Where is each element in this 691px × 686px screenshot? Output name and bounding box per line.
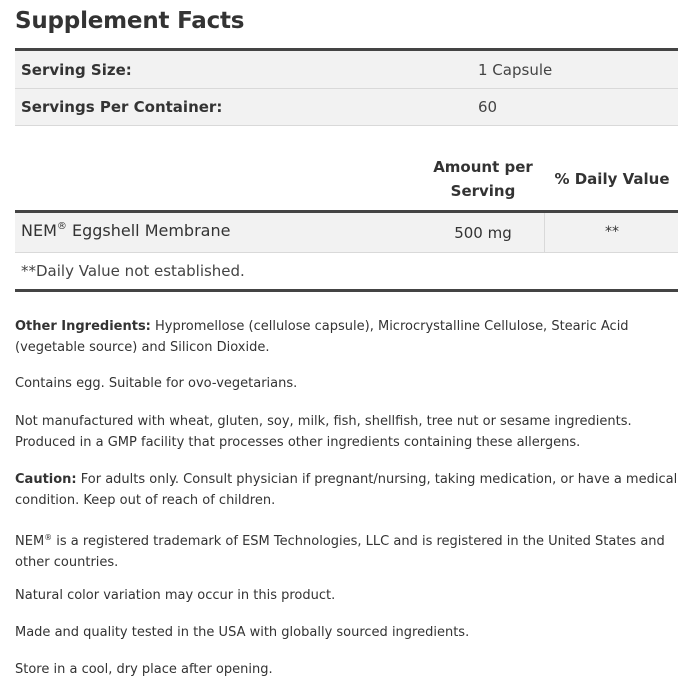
servings-per-container-label: Servings Per Container: bbox=[21, 98, 223, 116]
allergen-note: Not manufactured with wheat, gluten, soy, milk, fish, shellfish, tree nut or sesame ingredients. Produced in a GMP facility that processes other ingredients containing these allergens. bbox=[15, 414, 632, 450]
made-in-usa-note: Made and quality tested in the USA with globally sourced ingredients. bbox=[15, 625, 470, 640]
servings-per-container-value: 60 bbox=[478, 98, 498, 116]
serving-size-row bbox=[15, 51, 678, 88]
page-title: Supplement Facts bbox=[15, 8, 245, 34]
servings-per-container-row bbox=[15, 89, 678, 125]
ingredient-row bbox=[15, 213, 678, 252]
serving-bottom-divider bbox=[15, 125, 678, 126]
amount-per-serving-header bbox=[420, 155, 546, 203]
egg-note: Contains egg. Suitable for ovo-vegetarians. bbox=[15, 376, 298, 391]
amount-header-line2: Serving bbox=[450, 182, 516, 200]
ingredient-daily-value: ** bbox=[605, 224, 619, 240]
trademark-note: NEM® is a registered trademark of ESM Technologies, LLC and is registered in the United States and other countries. bbox=[15, 533, 665, 570]
ingredient-name: NEM® Eggshell Membrane bbox=[21, 221, 231, 240]
caution-note: Caution: For adults only. Consult physician if pregnant/nursing, taking medication, or have a medical condition. Keep out of reach of children. bbox=[15, 472, 678, 508]
ingredient-divider bbox=[15, 252, 678, 253]
serving-size-value: 1 Capsule bbox=[478, 60, 553, 79]
storage-note: Store in a cool, dry place after opening. bbox=[15, 662, 273, 677]
serving-size-label: Serving Size: bbox=[21, 60, 132, 79]
ingredient-amount: 500 mg bbox=[454, 224, 512, 242]
other-ingredients: Other Ingredients: Hypromellose (cellulose capsule), Microcrystalline Cellulose, Stearic Acid (vegetable source) and Silicon Dioxide. bbox=[15, 319, 629, 355]
daily-value-header: % Daily Value bbox=[554, 170, 670, 188]
color-variation-note: Natural color variation may occur in this product. bbox=[15, 588, 336, 603]
bottom-rule bbox=[15, 289, 678, 292]
amount-header-line1: Amount per bbox=[433, 158, 533, 176]
daily-value-footnote: **Daily Value not established. bbox=[21, 262, 245, 280]
